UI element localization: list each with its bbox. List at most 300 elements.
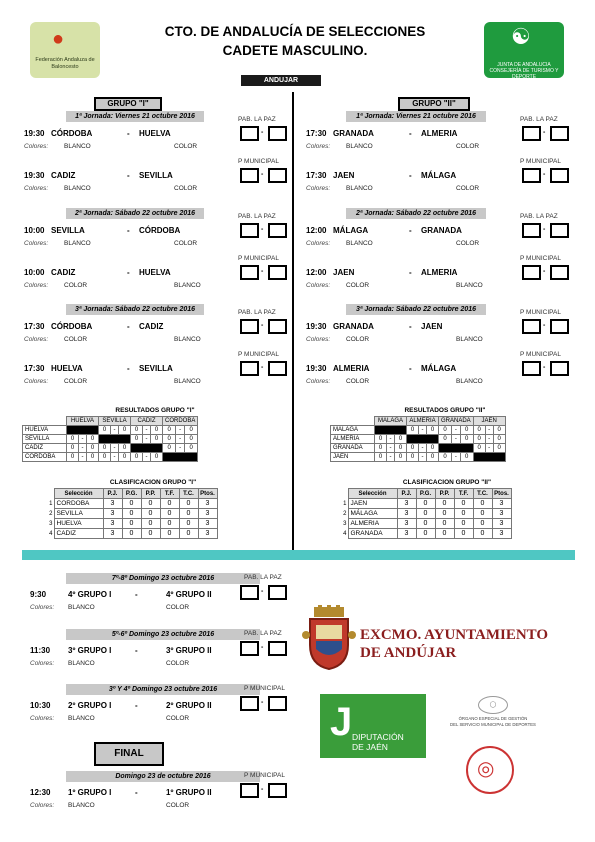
- group2-match-1-away-color: COLOR: [456, 143, 480, 150]
- group1-match-6-venue: P MUNICIPAL: [238, 351, 279, 358]
- group2-results-col-header: GRANADA: [439, 417, 474, 426]
- group2-match-4-score-dash: -: [543, 268, 546, 275]
- group2-match-5-away-score-box[interactable]: [550, 319, 569, 334]
- group1-results-row: [23, 444, 198, 453]
- group1-results-home-score: 0: [163, 444, 176, 453]
- group2-results-away-score: 0: [460, 453, 473, 462]
- venue-badge: ANDUJAR: [241, 75, 321, 86]
- group1-match-1-home-team: CÓRDOBA: [51, 129, 93, 138]
- group2-title: GRUPO "II": [398, 97, 470, 111]
- group2-match-3-away-score-box[interactable]: [550, 223, 569, 238]
- group2-results-away-score: 0: [395, 444, 407, 453]
- group1-match-2-colors-label: Colores:: [24, 185, 49, 192]
- group2-results-self-cell: [407, 435, 439, 444]
- group2-standings-rank: 2: [343, 510, 347, 517]
- group1-match-5-home-team: CÓRDOBA: [51, 322, 93, 331]
- final-match-2-score-dash: -: [261, 644, 264, 651]
- group1-results-self-cell: [67, 426, 99, 435]
- group1-standings-pts: 3: [198, 499, 217, 509]
- group2-results-away-score: 0: [460, 435, 473, 444]
- group1-match-2-away-team: SEVILLA: [139, 171, 173, 180]
- group1-results-self-cell: [163, 453, 198, 462]
- group2-match-4-away-score-box[interactable]: [550, 265, 569, 280]
- group1-standings-rank: 1: [49, 500, 53, 507]
- group1-standings-pp: 0: [141, 499, 160, 509]
- final-match-2-away: 3º GRUPO II: [166, 646, 212, 655]
- group1-match-6-vs-dash: -: [127, 364, 130, 373]
- group2-results-away-score: 0: [427, 426, 439, 435]
- group1-match-4-home-team: CADIZ: [51, 268, 76, 277]
- group2-standings-tf: 0: [454, 529, 473, 539]
- group2-standings-pts: 3: [492, 499, 511, 509]
- group2-match-6-away-color: BLANCO: [456, 378, 483, 385]
- final-match-1-home-color: BLANCO: [68, 604, 95, 611]
- group1-standings-team: HUELVA: [54, 519, 103, 529]
- group2-match-2-away-color: COLOR: [456, 185, 480, 192]
- group2-results-col-header: MALAGA: [375, 417, 407, 426]
- group1-standings-col-header: P.G.: [122, 489, 141, 499]
- group1-results-away-score: 0: [119, 426, 131, 435]
- group2-match-5-time: 19:30: [306, 322, 327, 331]
- results-group1-title: RESULTADOS GRUPO "I": [115, 407, 195, 414]
- group2-standings-team: MÁLAGA: [348, 509, 397, 519]
- group2-results-home-score: 0: [407, 444, 419, 453]
- group1-match-5-away-team: CADIZ: [139, 322, 164, 331]
- group1-results-home-score: 0: [99, 444, 111, 453]
- group2-results-row-name: MALAGA: [331, 426, 375, 435]
- final-match-2-vs-dash: -: [135, 646, 138, 655]
- final-match-4-vs-dash: -: [135, 788, 138, 797]
- group1-match-4-away-score-box[interactable]: [268, 265, 287, 280]
- group2-results-home-score: 0: [407, 426, 419, 435]
- final-match-1-round-label: 7º-8º Domingo 23 octubre 2016: [66, 573, 260, 584]
- group2-match-5-colors-label: Colores:: [306, 336, 331, 343]
- group2-match-6-vs-dash: -: [409, 364, 412, 373]
- group2-match-4-venue: P MUNICIPAL: [520, 255, 561, 262]
- group2-results-dash: -: [485, 435, 493, 444]
- group1-results-corner: [23, 417, 67, 426]
- group1-match-5-score-dash: -: [261, 322, 264, 329]
- group2-match-3-venue: PAB. LA PAZ: [520, 213, 558, 220]
- group1-match-3-venue: PAB. LA PAZ: [238, 213, 276, 220]
- group1-results-row-name: CORDOBA: [23, 453, 67, 462]
- group1-standings-pj: 3: [103, 509, 122, 519]
- group1-standings-pj: 3: [103, 529, 122, 539]
- group1-standings-pts: 3: [198, 509, 217, 519]
- group2-results-dash: -: [419, 453, 427, 462]
- final-match-1-vs-dash: -: [135, 590, 138, 599]
- group1-standings-tc: 0: [179, 499, 198, 509]
- group1-results-home-score: 0: [67, 444, 79, 453]
- group1-match-1-away-score-box[interactable]: [268, 126, 287, 141]
- group2-match-5-home-color: COLOR: [346, 336, 370, 343]
- group2-standings-rank: 1: [343, 500, 347, 507]
- final-match-1-away-score-box[interactable]: [268, 585, 287, 600]
- group2-results-home-score: 0: [407, 453, 419, 462]
- junta-de-andalucia-logo: [484, 22, 564, 78]
- group1-match-5-vs-dash: -: [127, 322, 130, 331]
- group2-standings-tc: 0: [473, 519, 492, 529]
- group1-match-2-venue: P MUNICIPAL: [238, 158, 279, 165]
- group2-results-self-cell: [375, 426, 407, 435]
- group1-match-1-home-score-box[interactable]: [240, 126, 259, 141]
- group2-results-col-header: JAEN: [473, 417, 505, 426]
- final-match-2-home-color: BLANCO: [68, 660, 95, 667]
- group2-match-6-away-team: MÁLAGA: [421, 364, 457, 373]
- group2-match-3-away-color: COLOR: [456, 240, 480, 247]
- group2-results-home-score: 0: [375, 453, 387, 462]
- group2-match-3-vs-dash: -: [409, 226, 412, 235]
- group2-standings-tf: 0: [454, 519, 473, 529]
- group1-results-home-score: 0: [99, 426, 111, 435]
- group1-results-away-score: 0: [151, 453, 163, 462]
- group1-results-col-header: HUELVA: [67, 417, 99, 426]
- group1-match-3-away-score-box[interactable]: [268, 223, 287, 238]
- group1-standings-row: [46, 529, 217, 539]
- group2-results-dash: -: [419, 426, 427, 435]
- standings-group1-table: [46, 488, 218, 539]
- group2-match-3-home-team: MÁLAGA: [333, 226, 369, 235]
- group2-standings-team: JAEN: [348, 499, 397, 509]
- group2-standings-pts: 3: [492, 509, 511, 519]
- group1-results-dash: -: [143, 426, 151, 435]
- group2-standings-pj: 3: [397, 519, 416, 529]
- final-match-4-away-color: COLOR: [166, 802, 190, 809]
- final-match-3-home-color: BLANCO: [68, 715, 95, 722]
- group2-standings-col-header: P.G.: [416, 489, 435, 499]
- group2-match-1-score-dash: -: [543, 129, 546, 136]
- final-match-1-home-score-box[interactable]: [240, 585, 259, 600]
- final-match-1-home: 4º GRUPO I: [68, 590, 112, 599]
- group2-match-1-home-score-box[interactable]: [522, 126, 541, 141]
- group2-match-5-away-team: JAEN: [421, 322, 443, 331]
- group1-match-4-colors-label: Colores:: [24, 282, 49, 289]
- group1-results-home-score: 0: [99, 453, 111, 462]
- final-match-4-colors-label: Colores:: [30, 802, 55, 809]
- group2-match-6-colors-label: Colores:: [306, 378, 331, 385]
- group2-results-dash: -: [387, 444, 395, 453]
- group2-standings-pp: 0: [435, 499, 454, 509]
- results-group2-title: RESULTADOS GRUPO "II": [404, 407, 486, 414]
- group1-match-2-score-dash: -: [261, 171, 264, 178]
- group1-round-1-label: 1ª Jornada: Viernes 21 octubre 2016: [66, 111, 204, 122]
- group2-results-home-score: 0: [439, 435, 452, 444]
- andalusian-basketball-federation-logo: [30, 22, 100, 78]
- group1-match-3-home-team: SEVILLA: [51, 226, 85, 235]
- group2-match-1-away-team: ALMERIA: [421, 129, 458, 138]
- group1-match-3-score-dash: -: [261, 226, 264, 233]
- group1-match-4-time: 10:00: [24, 268, 45, 277]
- group1-results-dash: -: [143, 435, 151, 444]
- group2-match-2-away-score-box[interactable]: [550, 168, 569, 183]
- group2-match-4-away-team: ALMERIA: [421, 268, 458, 277]
- group1-results-dash: -: [79, 435, 87, 444]
- final-match-2-home-score-box[interactable]: [240, 641, 259, 656]
- group2-results-away-score: 0: [493, 444, 505, 453]
- final-match-4-away-score-box[interactable]: [268, 783, 287, 798]
- group1-results-row: [23, 426, 198, 435]
- group2-results-row: [331, 435, 506, 444]
- group1-match-5-venue: PAB. LA PAZ: [238, 309, 276, 316]
- group2-standings-pj: 3: [397, 499, 416, 509]
- group1-standings-col-header: T.C.: [179, 489, 198, 499]
- group1-standings-pp: 0: [141, 509, 160, 519]
- group2-results-dash: -: [387, 453, 395, 462]
- group1-standings-rank: 4: [49, 530, 53, 537]
- group2-match-3-home-color: BLANCO: [346, 240, 373, 247]
- group2-round-3-label: 3ª Jornada: Sábado 22 octubre 2016: [346, 304, 486, 315]
- group2-standings-team: ALMERIA: [348, 519, 397, 529]
- group1-match-4-home-score-box[interactable]: [240, 265, 259, 280]
- group2-standings-rank: 3: [343, 520, 347, 527]
- group2-match-6-time: 19:30: [306, 364, 327, 373]
- group1-standings-col-header: T.F.: [160, 489, 179, 499]
- group2-match-4-home-team: JAEN: [333, 268, 355, 277]
- group1-results-row-name: SEVILLA: [23, 435, 67, 444]
- group1-standings-pg: 0: [122, 529, 141, 539]
- final-match-4-home-score-box[interactable]: [240, 783, 259, 798]
- group2-standings-tf: 0: [454, 509, 473, 519]
- final-match-4-time: 12:30: [30, 788, 51, 797]
- group1-results-away-score: 0: [119, 453, 131, 462]
- junta-emblem-icon: ☯: [511, 24, 531, 49]
- group2-results-home-score: 0: [375, 444, 387, 453]
- final-match-4-home-color: BLANCO: [68, 802, 95, 809]
- group2-match-4-colors-label: Colores:: [306, 282, 331, 289]
- group2-match-2-home-color: BLANCO: [346, 185, 373, 192]
- group2-results-home-score: 0: [473, 444, 485, 453]
- group1-standings-pts: 3: [198, 519, 217, 529]
- group1-match-4-score-dash: -: [261, 268, 264, 275]
- group1-match-4-vs-dash: -: [127, 268, 130, 277]
- group1-standings-tf: 0: [160, 509, 179, 519]
- group1-match-2-away-score-box[interactable]: [268, 168, 287, 183]
- group1-match-5-home-color: COLOR: [64, 336, 88, 343]
- group1-match-3-home-score-box[interactable]: [240, 223, 259, 238]
- group1-match-2-home-score-box[interactable]: [240, 168, 259, 183]
- group2-results-row: [331, 426, 506, 435]
- group2-match-2-home-team: JAEN: [333, 171, 355, 180]
- group1-match-1-venue: PAB. LA PAZ: [238, 116, 276, 123]
- group1-match-6-colors-label: Colores:: [24, 378, 49, 385]
- group2-results-home-score: 0: [375, 435, 387, 444]
- group2-match-2-venue: P MUNICIPAL: [520, 158, 561, 165]
- final-match-2-venue: PAB. LA PAZ: [244, 630, 282, 637]
- group1-match-5-away-color: BLANCO: [174, 336, 201, 343]
- final-match-3-colors-label: Colores:: [30, 715, 55, 722]
- final-match-2-away-score-box[interactable]: [268, 641, 287, 656]
- group1-results-away-score: 0: [151, 426, 163, 435]
- group2-standings-pp: 0: [435, 519, 454, 529]
- group1-results-self-cell: [131, 444, 163, 453]
- group1-match-4-venue: P MUNICIPAL: [238, 255, 279, 262]
- group1-standings-row: [46, 499, 217, 509]
- final-match-4-score-dash: -: [261, 786, 264, 793]
- final-match-2-colors-label: Colores:: [30, 660, 55, 667]
- group2-standings-row: [340, 529, 511, 539]
- group1-match-1-home-color: BLANCO: [64, 143, 91, 150]
- group1-results-dash: -: [111, 426, 119, 435]
- group1-match-1-away-color: COLOR: [174, 143, 198, 150]
- group2-standings-col-header: T.C.: [473, 489, 492, 499]
- group1-results-dash: -: [111, 444, 119, 453]
- final-match-3-away-score-box[interactable]: [268, 696, 287, 711]
- group1-standings-col-header: P.P.: [141, 489, 160, 499]
- group2-standings-pg: 0: [416, 499, 435, 509]
- final-match-3-away-color: COLOR: [166, 715, 190, 722]
- standings-group2-title: CLASIFICACION GRUPO "II": [402, 479, 492, 486]
- group1-match-4-away-team: HUELVA: [139, 268, 171, 277]
- group1-match-3-away-team: CÓRDOBA: [139, 226, 181, 235]
- group2-match-1-away-score-box[interactable]: [550, 126, 569, 141]
- group2-standings-tc: 0: [473, 529, 492, 539]
- basketball-hoop-icon: ◎: [477, 758, 495, 780]
- final-match-1-score-dash: -: [261, 588, 264, 595]
- group1-match-6-away-score-box[interactable]: [268, 361, 287, 376]
- group1-standings-pg: 0: [122, 509, 141, 519]
- group1-results-col-header: CADIZ: [131, 417, 163, 426]
- municipal-sports-service-name: ÓRGANO ESPECIAL DE GESTIÓN DEL SERVICIO MUNICIPAL DE DEPORTES: [450, 716, 536, 727]
- group1-match-6-away-color: BLANCO: [174, 378, 201, 385]
- group1-results-dash: -: [79, 444, 87, 453]
- final-match-3-home-score-box[interactable]: [240, 696, 259, 711]
- group1-standings-team: CORDOBA: [54, 499, 103, 509]
- group1-match-3-vs-dash: -: [127, 226, 130, 235]
- group2-standings-pj: 3: [397, 509, 416, 519]
- group2-results-row: [331, 444, 506, 453]
- group2-results-dash: -: [485, 426, 493, 435]
- group1-results-away-score: 0: [151, 435, 163, 444]
- group1-standings-pts: 3: [198, 529, 217, 539]
- group1-match-3-colors-label: Colores:: [24, 240, 49, 247]
- group2-results-away-score: 0: [460, 426, 473, 435]
- group2-results-home-score: 0: [473, 435, 485, 444]
- basketball-icon: ●: [52, 28, 65, 50]
- group2-match-6-score-dash: -: [543, 364, 546, 371]
- group2-results-away-score: 0: [427, 453, 439, 462]
- group2-match-3-colors-label: Colores:: [306, 240, 331, 247]
- group1-match-3-time: 10:00: [24, 226, 45, 235]
- group2-standings-row: [340, 499, 511, 509]
- group1-standings-pj: 3: [103, 519, 122, 529]
- group2-results-row-name: JAEN: [331, 453, 375, 462]
- group2-standings-pg: 0: [416, 509, 435, 519]
- group1-match-2-vs-dash: -: [127, 171, 130, 180]
- group1-results-away-score: 0: [185, 426, 198, 435]
- group2-results-self-cell: [439, 444, 474, 453]
- group2-match-4-home-score-box[interactable]: [522, 265, 541, 280]
- andujar-coat-of-arms-icon: [302, 605, 356, 671]
- group2-match-1-home-color: BLANCO: [346, 143, 373, 150]
- municipal-sports-service-icon: ◯: [478, 696, 508, 714]
- group1-match-5-home-score-box[interactable]: [240, 319, 259, 334]
- group1-results-dash: -: [176, 435, 185, 444]
- group1-standings-rank: 2: [49, 510, 53, 517]
- group1-match-6-home-score-box[interactable]: [240, 361, 259, 376]
- group1-results-self-cell: [99, 435, 131, 444]
- final-match-4-away: 1º GRUPO II: [166, 788, 212, 797]
- group2-standings-col-header: P.P.: [435, 489, 454, 499]
- group1-standings-tc: 0: [179, 529, 198, 539]
- group2-round-2-label: 2ª Jornada: Sábado 22 octubre 2016: [346, 208, 486, 219]
- group2-match-2-score-dash: -: [543, 171, 546, 178]
- final-match-1-time: 9:30: [30, 590, 47, 599]
- group2-match-5-score-dash: -: [543, 322, 546, 329]
- group2-round-1-label: 1ª Jornada: Viernes 21 octubre 2016: [346, 111, 486, 122]
- group1-match-2-away-color: COLOR: [174, 185, 198, 192]
- group2-match-6-home-score-box[interactable]: [522, 361, 541, 376]
- group2-match-5-home-score-box[interactable]: [522, 319, 541, 334]
- group1-match-5-away-score-box[interactable]: [268, 319, 287, 334]
- group2-results-self-cell: [473, 453, 505, 462]
- group2-standings-col-header: Ptos.: [492, 489, 511, 499]
- group2-standings-pg: 0: [416, 519, 435, 529]
- group2-match-5-venue: P MUNICIPAL: [520, 309, 561, 316]
- group2-match-1-home-team: GRANADA: [333, 129, 374, 138]
- group1-match-3-home-color: BLANCO: [64, 240, 91, 247]
- final-match-2-round-label: 5º-6º Domingo 23 octubre 2016: [66, 629, 260, 640]
- group2-match-6-home-color: COLOR: [346, 378, 370, 385]
- group2-standings-pts: 3: [492, 529, 511, 539]
- group2-match-2-home-score-box[interactable]: [522, 168, 541, 183]
- group1-results-away-score: 0: [185, 444, 198, 453]
- page-subtitle: CADETE MASCULINO.: [222, 43, 368, 58]
- group2-match-6-away-score-box[interactable]: [550, 361, 569, 376]
- group2-results-dash: -: [452, 453, 461, 462]
- group2-standings-pp: 0: [435, 529, 454, 539]
- group2-match-3-score-dash: -: [543, 226, 546, 233]
- group2-standings-pp: 0: [435, 509, 454, 519]
- group2-standings-col-header: P.J.: [397, 489, 416, 499]
- final-match-1-colors-label: Colores:: [30, 604, 55, 611]
- group1-match-5-colors-label: Colores:: [24, 336, 49, 343]
- group2-standings-rank: 4: [343, 530, 347, 537]
- standings-group1-title: CLASIFICACION GRUPO "I": [109, 479, 197, 486]
- group1-round-3-label: 3ª Jornada: Sábado 22 octubre 2016: [66, 304, 204, 315]
- group1-standings-tf: 0: [160, 499, 179, 509]
- group1-results-col-header: CORDOBA: [163, 417, 198, 426]
- group2-match-4-vs-dash: -: [409, 268, 412, 277]
- group2-match-5-away-color: BLANCO: [456, 336, 483, 343]
- diputacion-j-icon: J: [330, 700, 353, 744]
- group1-standings-team: CADIZ: [54, 529, 103, 539]
- group1-match-1-colors-label: Colores:: [24, 143, 49, 150]
- group1-results-home-score: 0: [67, 435, 79, 444]
- group2-standings-pj: 3: [397, 529, 416, 539]
- group1-standings-col-header: Ptos.: [198, 489, 217, 499]
- group1-results-dash: -: [176, 444, 185, 453]
- group2-results-row: [331, 453, 506, 462]
- group1-results-home-score: 0: [67, 453, 79, 462]
- section-band: [22, 550, 575, 560]
- group1-standings-row: [46, 509, 217, 519]
- group1-match-3-away-color: COLOR: [174, 240, 198, 247]
- results-group1-table: [22, 416, 198, 462]
- group2-match-3-home-score-box[interactable]: [522, 223, 541, 238]
- group1-standings-pg: 0: [122, 519, 141, 529]
- group1-results-dash: -: [79, 453, 87, 462]
- group1-results-away-score: 0: [87, 444, 99, 453]
- group1-standings-team: SEVILLA: [54, 509, 103, 519]
- group2-match-1-colors-label: Colores:: [306, 143, 331, 150]
- final-match-4-round-label: Domingo 23 de octubre 2016: [66, 771, 260, 782]
- group2-match-6-home-team: ALMERIA: [333, 364, 370, 373]
- group2-results-row-name: GRANADA: [331, 444, 375, 453]
- group1-results-dash: -: [111, 453, 119, 462]
- group1-results-home-score: 0: [163, 426, 176, 435]
- group1-standings-pj: 3: [103, 499, 122, 509]
- group2-results-away-score: 0: [395, 453, 407, 462]
